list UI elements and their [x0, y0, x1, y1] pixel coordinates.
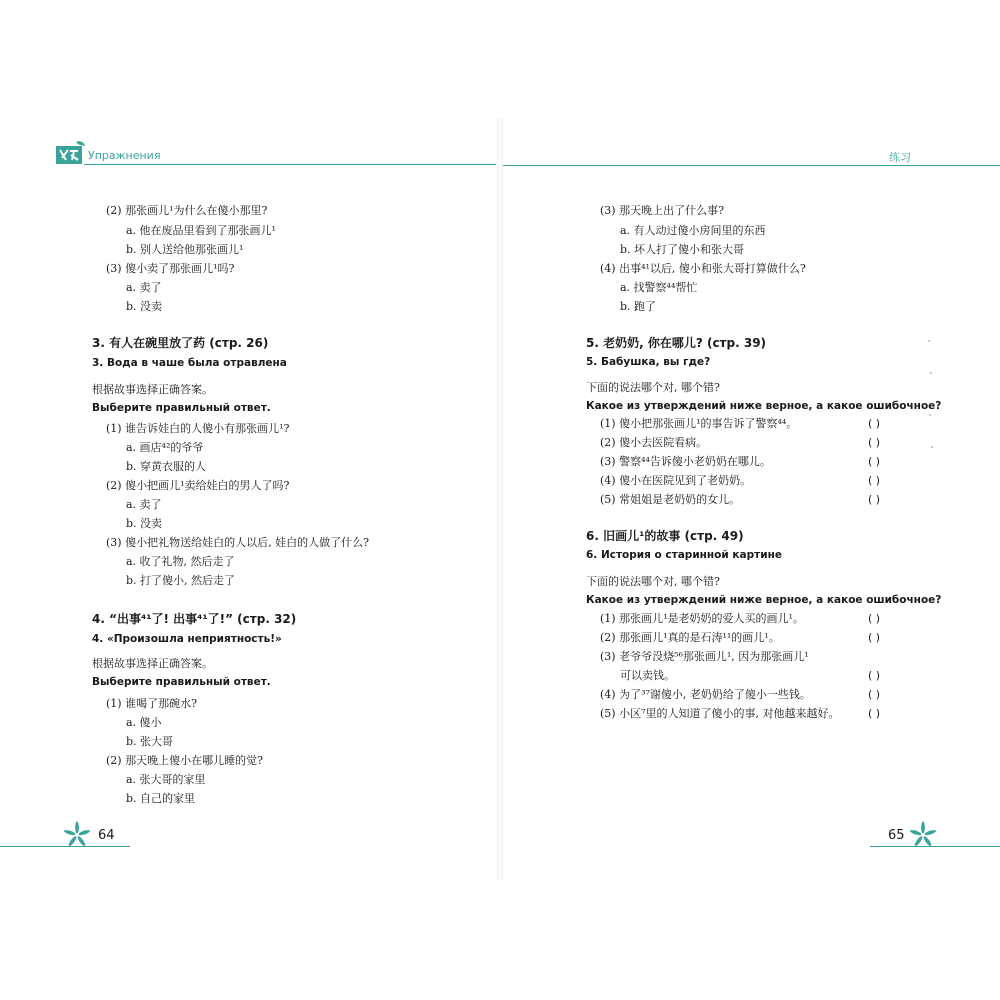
section-title-cn: 4. “出事⁴¹了! 出事⁴¹了!” (стр. 32) [92, 612, 297, 626]
statement: (5) 常姐姐是老奶奶的女儿。 [600, 493, 741, 506]
answer-parentheses[interactable]: ( ) [868, 474, 881, 487]
instruction-ru: Какое из утверждений ниже верное, а какое ошибочное? [586, 400, 942, 412]
left-page-header [56, 140, 496, 168]
answer-parentheses[interactable]: ( ) [868, 455, 881, 468]
scan-speck [930, 372, 932, 374]
answer-parentheses[interactable]: ( ) [868, 436, 881, 449]
instruction-cn: 根据故事选择正确答案。 [92, 383, 213, 396]
question: (1) 谁喝了那碗水? [106, 697, 197, 710]
section-title-cn: 5. 老奶奶, 你在哪儿? (стр. 39) [586, 336, 767, 350]
question: (4) 出事⁴¹以后, 傻小和张大哥打算做什么? [600, 262, 806, 275]
han-logo-icon [56, 140, 86, 166]
answer-parentheses[interactable]: ( ) [868, 493, 881, 506]
question: (3) 那天晚上出了什么事? [600, 204, 724, 217]
section-title-ru: 3. Вода в чаше была отравлена [92, 357, 287, 369]
answer-option: b. 没卖 [126, 300, 163, 313]
scan-speck [928, 340, 930, 342]
answer-option: b. 打了傻小, 然后走了 [126, 574, 236, 587]
header-rule-right [503, 165, 1000, 166]
question: (2) 那张画儿¹为什么在傻小那里? [106, 204, 268, 217]
statement: (3) 警察⁴⁴告诉傻小老奶奶在哪儿。 [600, 455, 771, 468]
section-title-ru: 5. Бабушка, вы где? [586, 356, 711, 368]
answer-option: a. 画店⁴²的爷爷 [126, 441, 204, 454]
left-page-footer [62, 820, 132, 850]
answer-option: b. 坏人打了傻小和张大哥 [620, 243, 745, 256]
instruction-cn: 下面的说法哪个对, 哪个错? [586, 575, 720, 588]
question: (3) 傻小把礼物送给娃白的人以后, 娃白的人做了什么? [106, 536, 369, 549]
header-rule-left [84, 164, 496, 165]
answer-option: a. 找警察⁴⁴帮忙 [620, 281, 698, 294]
statement-continued: 可以卖钱。 [620, 669, 675, 682]
right-page-header [503, 140, 1000, 168]
answer-parentheses[interactable]: ( ) [868, 688, 881, 701]
instruction-ru: Выберите правильный ответ. [92, 402, 271, 414]
answer-option: a. 傻小 [126, 716, 162, 729]
question: (2) 那天晚上傻小在哪儿睡的觉? [106, 754, 263, 767]
header-title-right: 练习 [889, 151, 911, 164]
answer-option: b. 跑了 [620, 300, 657, 313]
statement: (5) 小区⁷里的人知道了傻小的事, 对他越来越好。 [600, 707, 840, 720]
statement: (3) 老爷爷没烧⁵⁶那张画儿¹, 因为那张画儿¹ [600, 650, 809, 663]
section-title-cn: 3. 有人在碗里放了药 (стр. 26) [92, 336, 269, 350]
footer-rule-left [0, 846, 130, 847]
answer-option: a. 卖了 [126, 281, 162, 294]
book-gutter [497, 118, 503, 880]
section-title-cn: 6. 旧画儿¹的故事 (стр. 49) [586, 529, 744, 543]
answer-parentheses[interactable]: ( ) [868, 669, 881, 682]
answer-option: a. 有人动过傻小房间里的东西 [620, 224, 766, 237]
statement: (2) 那张画儿¹真的是石涛¹¹的画儿¹。 [600, 631, 780, 644]
answer-parentheses[interactable]: ( ) [868, 631, 881, 644]
instruction-ru: Какое из утверждений ниже верное, а какое ошибочное? [586, 594, 942, 606]
footer-rule-right [870, 846, 1000, 847]
answer-option: a. 张大哥的家里 [126, 773, 206, 786]
answer-option: b. 穿黄衣服的人 [126, 460, 207, 473]
question: (1) 谁告诉娃白的人傻小有那张画儿¹? [106, 422, 290, 435]
statement: (4) 傻小在医院见到了老奶奶。 [600, 474, 752, 487]
page-number-left: 64 [98, 828, 115, 843]
section-title-ru: 4. «Произошла неприятность!» [92, 633, 282, 645]
answer-option: a. 他在废品里看到了那张画儿¹ [126, 224, 276, 237]
statement: (2) 傻小去医院看病。 [600, 436, 708, 449]
answer-option: b. 没卖 [126, 517, 163, 530]
right-page-footer [870, 820, 1000, 850]
answer-option: b. 自己的家里 [126, 792, 196, 805]
header-title-left: Упражнения [88, 149, 161, 162]
answer-option: b. 别人送给他那张画儿¹ [126, 243, 244, 256]
statement: (1) 傻小把那张画儿¹的事告诉了警察⁴⁴。 [600, 417, 798, 430]
answer-option: a. 收了礼物, 然后走了 [126, 555, 235, 568]
scan-speck [931, 446, 933, 448]
answer-option: b. 张大哥 [126, 735, 174, 748]
statement: (1) 那张画儿¹是老奶奶的爱人买的画儿¹。 [600, 612, 804, 625]
statement: (4) 为了³⁷谢傻小, 老奶奶给了傻小一些钱。 [600, 688, 811, 701]
question: (2) 傻小把画儿¹卖给娃白的男人了吗? [106, 479, 290, 492]
answer-parentheses[interactable]: ( ) [868, 612, 881, 625]
answer-parentheses[interactable]: ( ) [868, 417, 881, 430]
answer-option: a. 卖了 [126, 498, 162, 511]
page-number-right: 65 [888, 828, 905, 843]
section-title-ru: 6. История о старинной картине [586, 549, 782, 561]
scan-speck [929, 414, 931, 416]
instruction-cn: 根据故事选择正确答案。 [92, 657, 213, 670]
question: (3) 傻小卖了那张画儿¹吗? [106, 262, 235, 275]
answer-parentheses[interactable]: ( ) [868, 707, 881, 720]
instruction-ru: Выберите правильный ответ. [92, 676, 271, 688]
instruction-cn: 下面的说法哪个对, 哪个错? [586, 381, 720, 394]
